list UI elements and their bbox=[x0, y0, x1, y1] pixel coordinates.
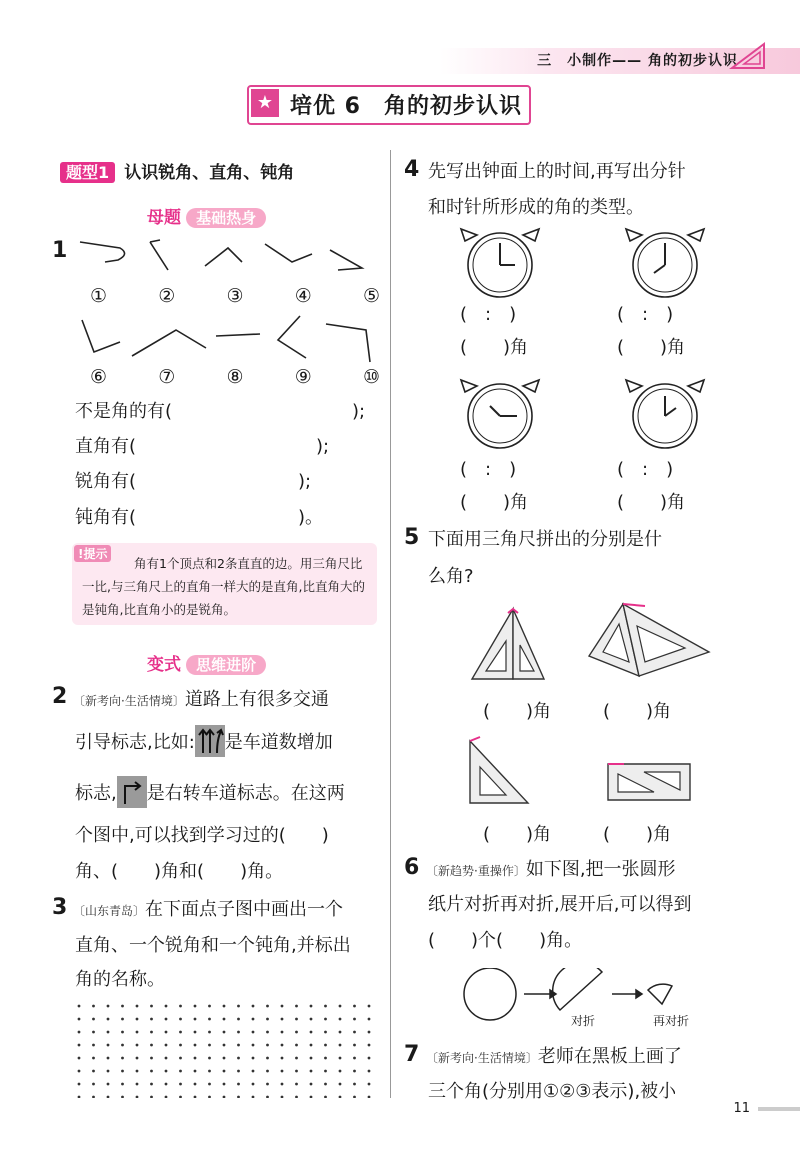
section-title: 认识锐角、直角、钝角 bbox=[124, 163, 295, 183]
tip-text: 角有1个顶点和2条直直的边。用三角尺比一比,与三角尺上的直角一样大的是直角,比直角大的是钝角,比直角小的是锐角。 bbox=[82, 556, 365, 617]
time-blank[interactable]: ( : ) bbox=[460, 304, 517, 325]
quarter-circle bbox=[648, 984, 672, 1004]
set-square-icon bbox=[728, 40, 768, 72]
label: ① bbox=[90, 285, 108, 307]
question-number: 7 bbox=[404, 1042, 420, 1067]
clock-icon bbox=[455, 378, 545, 450]
basic-label: 母题 bbox=[147, 208, 181, 228]
labels-row-2 bbox=[90, 366, 380, 388]
half-circle bbox=[553, 968, 602, 1010]
section-heading bbox=[60, 158, 294, 183]
time-blank[interactable]: ( : ) bbox=[617, 304, 674, 325]
q7-line-1 bbox=[426, 1042, 682, 1072]
page-number-bar bbox=[758, 1107, 800, 1111]
q3-text: 角的名称。 bbox=[75, 969, 165, 990]
time-blank[interactable]: ( : ) bbox=[460, 459, 517, 480]
variant-label: 变式 bbox=[147, 655, 181, 675]
chapter-header: 三 小制作—— 角的初步认识 bbox=[537, 53, 738, 69]
q3-text: 在下面点子图中画出一个 bbox=[145, 899, 344, 920]
clock-icon bbox=[620, 227, 710, 299]
not-angle-blank[interactable]: 不是角的有( ); bbox=[75, 401, 366, 422]
lane-increase-sign-icon bbox=[195, 725, 225, 757]
figure-7 bbox=[132, 330, 206, 356]
q2-blank-line[interactable]: 个图中,可以找到学习过的( ) bbox=[75, 825, 329, 846]
figure-3 bbox=[205, 248, 242, 266]
q7-text: 三个角(分别用①②③表示),被小 bbox=[428, 1081, 677, 1102]
triangle-rulers-figure bbox=[468, 605, 558, 683]
angle-blank[interactable]: ( )角 bbox=[603, 824, 672, 845]
q2-text: 道路上有很多交通 bbox=[184, 689, 329, 710]
question-number: 3 bbox=[52, 895, 68, 920]
star-icon: ★ bbox=[251, 89, 279, 117]
tip-label: !提示 bbox=[74, 545, 111, 562]
clock-icon bbox=[455, 227, 545, 299]
q2-text: 是右转车道标志。在这两 bbox=[146, 783, 345, 804]
figure-5 bbox=[330, 250, 362, 270]
page-number: 11 bbox=[733, 1101, 750, 1116]
fold-once-label: 对折 bbox=[571, 1014, 596, 1028]
q4-text: 先写出钟面上的时间,再写出分针 bbox=[428, 161, 686, 182]
q2-blank-line[interactable]: 角、( )角和( )角。 bbox=[75, 861, 284, 882]
right-turn-sign-icon bbox=[117, 776, 147, 808]
circle-paper bbox=[464, 968, 516, 1020]
variant-pill: 思维进阶 bbox=[186, 655, 266, 675]
basic-heading bbox=[147, 203, 266, 228]
obtuse-angle-blank[interactable]: 钝角有( )。 bbox=[75, 507, 324, 528]
question-number: 4 bbox=[404, 157, 420, 182]
question-source: 〔新考向·生活情境〕 bbox=[73, 694, 185, 708]
q7-text: 老师在黑板上画了 bbox=[537, 1046, 682, 1067]
question-number: 1 bbox=[52, 238, 68, 263]
triangle-rulers-figure bbox=[585, 600, 715, 678]
dot-grid[interactable] bbox=[75, 1002, 380, 1098]
basic-pill: 基础热身 bbox=[186, 208, 266, 228]
figure-6 bbox=[82, 320, 120, 352]
labels-row-1 bbox=[90, 285, 380, 307]
figure-1 bbox=[80, 242, 125, 262]
q2-line-3 bbox=[75, 778, 345, 810]
figure-9 bbox=[278, 316, 306, 358]
page-title: 培优 6 角的初步认识 bbox=[290, 94, 522, 119]
label: ⑨ bbox=[294, 366, 312, 388]
fold-twice-label: 再对折 bbox=[653, 1014, 690, 1028]
angle-blank[interactable]: ( )角 bbox=[460, 492, 529, 513]
right-angle-blank[interactable]: 直角有( ); bbox=[75, 436, 330, 457]
q6-line-1 bbox=[426, 855, 676, 885]
figure-4 bbox=[265, 244, 312, 262]
column-divider bbox=[390, 150, 391, 1098]
figure-10 bbox=[326, 324, 370, 362]
q2-text: 是车道数增加 bbox=[224, 732, 333, 753]
label: ③ bbox=[226, 285, 244, 307]
question-number: 2 bbox=[52, 684, 68, 709]
label: ⑩ bbox=[362, 366, 380, 388]
variant-heading bbox=[147, 650, 266, 675]
q5-text: 么角? bbox=[428, 566, 474, 587]
question-number: 6 bbox=[404, 855, 420, 880]
triangle-rulers-figure bbox=[604, 760, 694, 804]
label: ② bbox=[158, 285, 176, 307]
question-number: 5 bbox=[404, 525, 420, 550]
angle-blank[interactable]: ( )角 bbox=[483, 701, 552, 722]
angle-blank[interactable]: ( )角 bbox=[617, 337, 686, 358]
acute-angle-blank[interactable]: 锐角有( ); bbox=[75, 471, 312, 492]
triangle-rulers-figure bbox=[466, 735, 536, 807]
q2-line-2 bbox=[75, 727, 333, 759]
question-source: 〔新考向·生活情境〕 bbox=[426, 1051, 538, 1065]
angle-blank[interactable]: ( )角 bbox=[483, 824, 552, 845]
q2-text: 标志, bbox=[75, 783, 117, 804]
label: ⑧ bbox=[226, 366, 244, 388]
clock-icon bbox=[620, 378, 710, 450]
q3-line-1 bbox=[73, 895, 343, 925]
question-source: 〔新趋势·重操作〕 bbox=[426, 864, 526, 878]
q6-text: 如下图,把一张圆形 bbox=[525, 859, 676, 880]
q6-text: 纸片对折再对折,展开后,可以得到 bbox=[428, 894, 692, 915]
figure-2 bbox=[150, 240, 168, 270]
angle-blank[interactable]: ( )角 bbox=[460, 337, 529, 358]
label: ⑤ bbox=[362, 285, 380, 307]
q3-text: 直角、一个锐角和一个钝角,并标出 bbox=[75, 935, 351, 956]
section-tag: 题型1 bbox=[60, 162, 115, 183]
label: ④ bbox=[294, 285, 312, 307]
q4-text: 和时针所形成的角的类型。 bbox=[428, 197, 644, 218]
label: ⑥ bbox=[90, 366, 108, 388]
angle-blank[interactable]: ( )角 bbox=[603, 701, 672, 722]
q6-blank-line[interactable]: ( )个( )角。 bbox=[428, 930, 583, 951]
q5-text: 下面用三角尺拼出的分别是什 bbox=[428, 529, 662, 550]
angle-blank[interactable]: ( )角 bbox=[617, 492, 686, 513]
q2-line-1 bbox=[73, 685, 329, 715]
label: ⑦ bbox=[158, 366, 176, 388]
q2-text: 引导标志,比如: bbox=[75, 732, 195, 753]
figure-8 bbox=[216, 334, 260, 336]
question-source: 〔山东青岛〕 bbox=[73, 904, 146, 918]
time-blank[interactable]: ( : ) bbox=[617, 459, 674, 480]
